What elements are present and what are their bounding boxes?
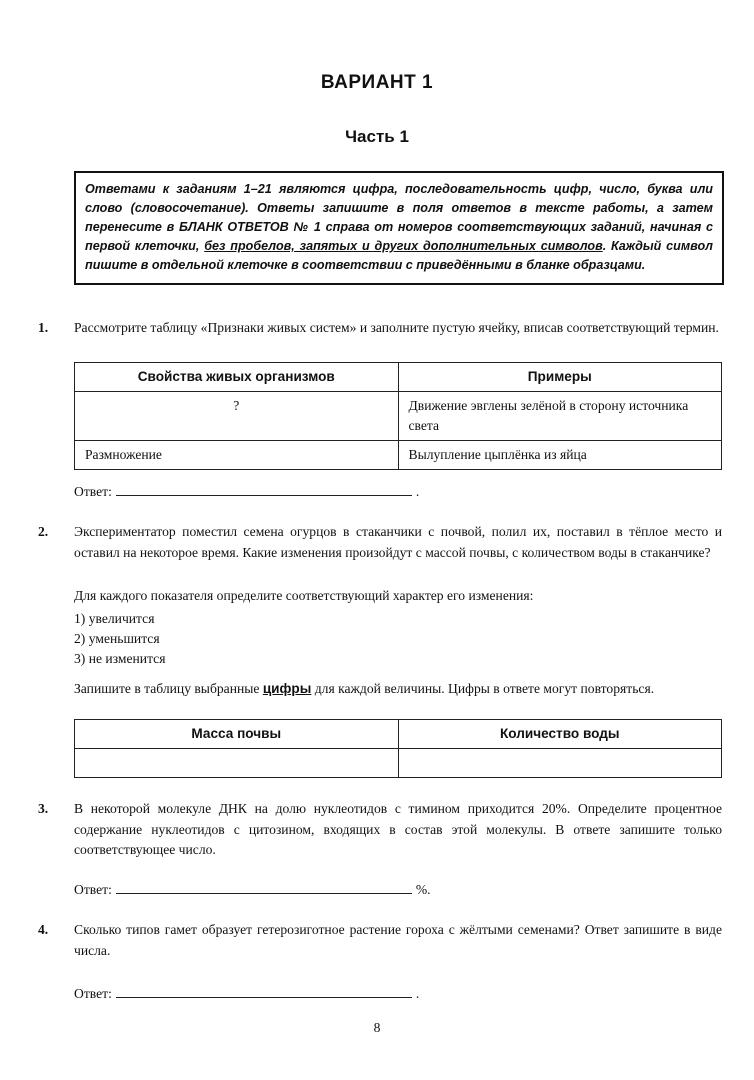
answer-suffix: . [415,986,420,1001]
table-header-cell: Количество воды [398,720,722,749]
answer-label: Ответ: [74,882,112,897]
question-2-instruction: Для каждого показателя определите соответствующий характер его изменения: [74,588,534,603]
instructions-text-end: . Каждый символ пишите в отдельной клеточке в соответствии с приведёнными в бланке образцами. [85,239,713,272]
write-text: Запишите в таблицу выбранные [74,681,263,696]
question-4-text: Сколько типов гамет образует гетерозиготное растение гороха с жёлтыми семенами? Ответ запишите в виде числа. [74,922,722,958]
option-3: 3) не изменится [74,651,166,666]
write-text-end: для каждой величины. Цифры в ответе могут повторяться. [311,681,655,696]
question-4-number: 4. [38,922,49,937]
answer-line[interactable] [116,481,412,496]
option-1: 1) увеличится [74,611,155,626]
answer-cell-water[interactable] [398,749,722,778]
table-header-row [75,363,722,392]
table-row [75,392,722,441]
page-number: 8 [373,1020,381,1035]
answer-suffix: %. [415,882,431,897]
instructions-underlined: без пробелов, запятых и других дополнительных символов [204,239,603,253]
question-1-answer [74,481,419,502]
question-3-number: 3. [38,801,49,816]
answer-label: Ответ: [74,986,112,1001]
table-header-cell: Примеры [398,363,722,392]
question-2-text: Экспериментатор поместил семена огурцов в стаканчики с почвой, полил их, поставил в тёплое место и оставил на некоторое время. Какие изменения произойдут с массой почвы, с количеством воды в стаканчике? [74,524,722,560]
table-row [75,441,722,470]
question-1-table [74,362,722,470]
table-cell: Движение эвглены зелёной в сторону источника света [398,392,722,441]
question-3-answer [74,879,431,900]
table-header-cell: Масса почвы [75,720,399,749]
instructions-text: Ответами к заданиям 1–21 являются цифра, последовательность цифр, число, буква или слово (словосочетание). Ответы запишите в поля ответов в тексте работы, а затем перенесите в БЛАНК ОТВЕТОВ № 1 справа от номеров соответствующих заданий, начиная с первой клеточки, [85,182,713,253]
question-3-text: В некоторой молекуле ДНК на долю нуклеотидов с тимином приходится 20%. Определите процентное содержание нуклеотидов с цитозином, входящих в состав этой молекулы. В ответе запишите только соответствующее число. [74,801,722,857]
answer-line[interactable] [116,983,412,998]
question-1-text: Рассмотрите таблицу «Признаки живых систем» и заполните пустую ячейку, вписав соответствующий термин. [74,320,719,335]
part-title: Часть 1 [345,127,409,146]
answer-cell-soil[interactable] [75,749,399,778]
question-1-number: 1. [38,320,49,335]
table-header-row [75,720,722,749]
table-row [75,749,722,778]
answer-line[interactable] [116,879,412,894]
table-cell: Размножение [75,441,399,470]
answer-suffix: . [415,484,420,499]
question-2-number: 2. [38,524,49,539]
variant-title: ВАРИАНТ 1 [320,72,434,93]
table-cell: Вылупление цыплёнка из яйца [398,441,722,470]
question-2-table [74,719,722,778]
answer-label: Ответ: [74,484,112,499]
option-2: 2) уменьшится [74,631,160,646]
table-header-cell: Свойства живых организмов [75,363,399,392]
table-cell: ? [75,392,399,441]
instructions-box [74,171,724,285]
question-4-answer [74,983,419,1004]
write-bold: цифры [262,681,312,696]
question-2-write-instruction [74,679,722,700]
